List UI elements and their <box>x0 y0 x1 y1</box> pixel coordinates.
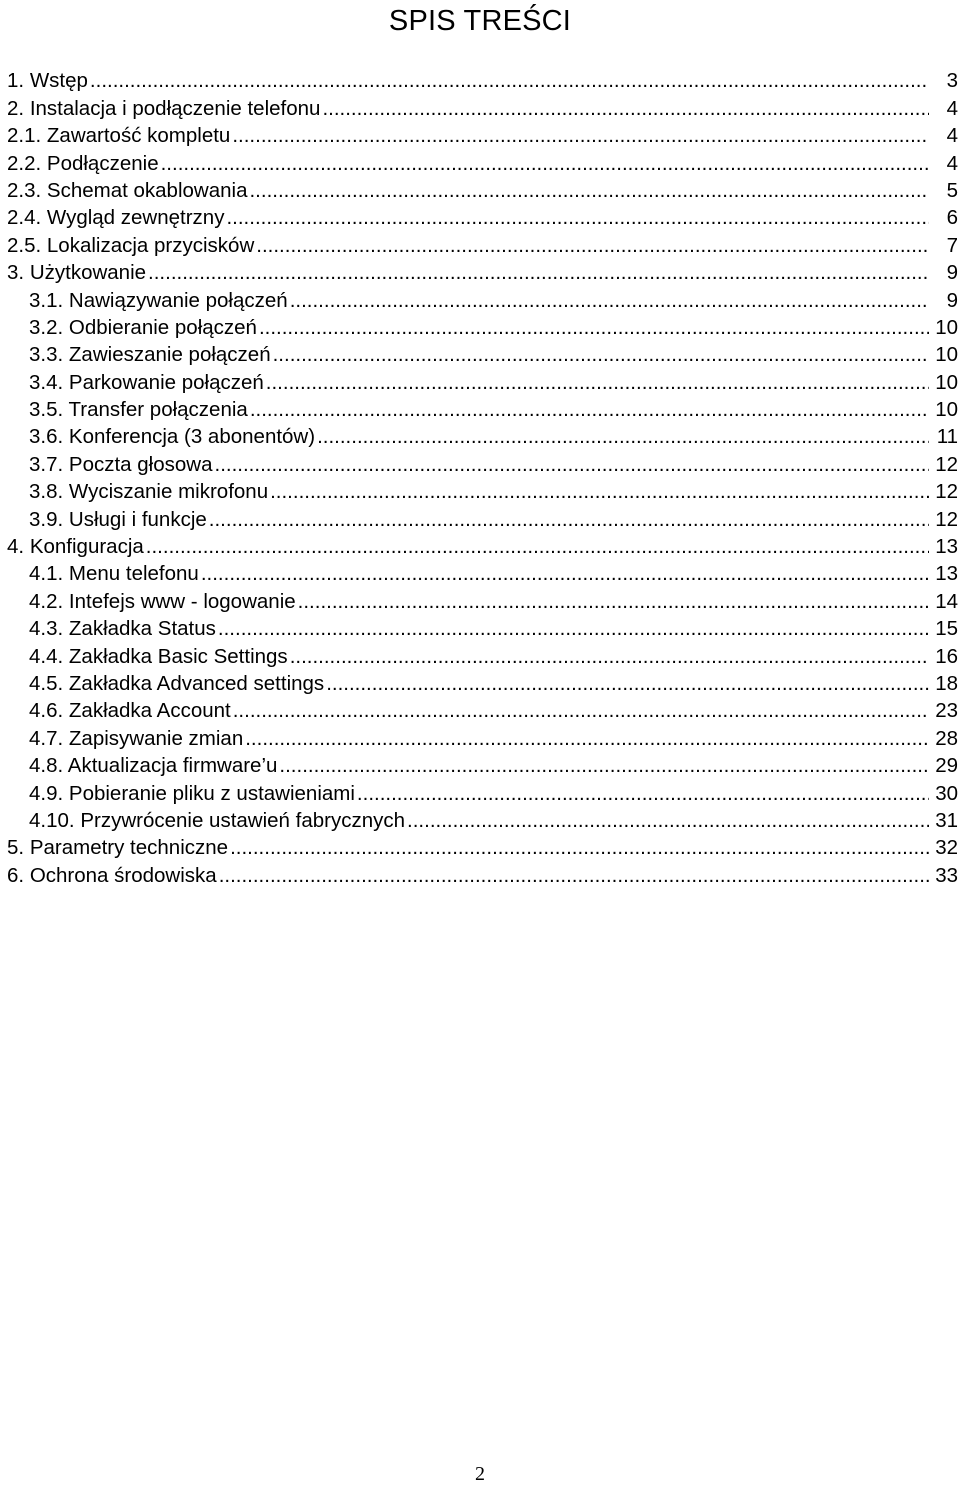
toc-entry[interactable] <box>0 641 960 668</box>
toc-entry[interactable] <box>0 806 960 833</box>
toc-entry-text: Zawartość kompletu <box>46 124 231 148</box>
toc-entry-number: 3. <box>7 261 25 285</box>
toc-entry[interactable] <box>0 669 960 696</box>
toc-entry-page: 4 <box>929 123 958 148</box>
toc-entry-number: 4.8. <box>29 754 64 778</box>
toc-entry[interactable] <box>0 559 960 586</box>
toc-dot-leader <box>90 68 929 93</box>
toc-entry-label <box>0 68 90 93</box>
toc-entry[interactable] <box>0 340 960 367</box>
toc-entry-number: 3.3. <box>29 343 64 367</box>
toc-entry-text: Intefejs www - logowanie <box>68 589 296 613</box>
toc-entry-label <box>0 507 209 532</box>
toc-entry[interactable] <box>0 586 960 613</box>
toc-dot-leader <box>209 507 929 532</box>
toc-entry-text: Parametry techniczne <box>29 836 229 860</box>
toc-entry-label <box>0 397 250 422</box>
toc-entry-number: 2.1. <box>7 124 42 148</box>
toc-entry-number: 4.9. <box>29 781 64 805</box>
toc-entry-text: Lokalizacja przycisków <box>46 233 255 257</box>
toc-entry-page: 13 <box>929 561 958 586</box>
toc-entry-label <box>0 479 270 504</box>
toc-entry-number: 2.3. <box>7 178 42 202</box>
toc-entry-number: 2. <box>7 96 25 120</box>
toc-entry[interactable] <box>0 778 960 805</box>
toc-entry-text: Instalacja i podłączenie telefonu <box>29 96 321 120</box>
toc-entry-label <box>0 315 259 340</box>
toc-entry-number: 4.6. <box>29 699 64 723</box>
toc-entry[interactable] <box>0 449 960 476</box>
toc-entry[interactable] <box>0 696 960 723</box>
toc-entry-text: Przywrócenie ustawień fabrycznych <box>80 808 406 832</box>
toc-entry-text: Wstęp <box>29 69 88 93</box>
toc-entry[interactable] <box>0 313 960 340</box>
toc-entry[interactable] <box>0 66 960 93</box>
toc-entry[interactable] <box>0 860 960 887</box>
toc-entry-label <box>0 452 215 477</box>
toc-dot-leader <box>270 479 929 504</box>
toc-dot-leader <box>298 589 929 614</box>
toc-entry-label <box>0 370 266 395</box>
toc-dot-leader <box>273 342 929 367</box>
toc-entry-label <box>0 178 249 203</box>
toc-entry-text: Zakładka Account <box>68 699 231 723</box>
toc-dot-leader <box>232 123 929 148</box>
toc-entry-page: 3 <box>929 68 958 93</box>
toc-entry-number: 3.8. <box>29 480 64 504</box>
toc-entry-page: 6 <box>929 205 958 230</box>
toc-entry-number: 6. <box>7 863 25 887</box>
toc-dot-leader <box>322 96 929 121</box>
toc-entry-page: 11 <box>929 424 958 449</box>
toc-entry[interactable] <box>0 477 960 504</box>
toc-entry-number: 4. <box>7 535 25 559</box>
toc-dot-leader <box>290 644 929 669</box>
table-of-contents <box>0 66 960 888</box>
toc-entry-number: 4.3. <box>29 617 64 641</box>
toc-entry-label <box>0 835 230 860</box>
toc-entry-page: 31 <box>929 808 958 833</box>
toc-dot-leader <box>326 671 929 696</box>
toc-entry-label <box>0 698 233 723</box>
toc-entry[interactable] <box>0 723 960 750</box>
toc-entry-label <box>0 342 273 367</box>
toc-entry[interactable] <box>0 614 960 641</box>
toc-entry-text: Konferencja (3 abonentów) <box>68 425 316 449</box>
toc-entry-text: Użytkowanie <box>29 261 147 285</box>
toc-entry[interactable] <box>0 121 960 148</box>
toc-entry[interactable] <box>0 230 960 257</box>
toc-entry-text: Menu telefonu <box>68 562 199 586</box>
toc-entry-label <box>0 671 326 696</box>
toc-dot-leader <box>266 370 929 395</box>
toc-dot-leader <box>407 808 929 833</box>
toc-dot-leader <box>250 397 929 422</box>
toc-dot-leader <box>249 178 929 203</box>
toc-entry-number: 3.4. <box>29 370 64 394</box>
toc-entry-number: 4.2. <box>29 589 64 613</box>
toc-dot-leader <box>279 753 929 778</box>
toc-dot-leader <box>148 260 929 285</box>
toc-entry-page: 12 <box>929 479 958 504</box>
toc-entry-text: Aktualizacja firmware’u <box>67 754 278 778</box>
toc-entry-text: Podłączenie <box>46 151 159 175</box>
toc-entry-text: Wyciszanie mikrofonu <box>68 480 269 504</box>
toc-entry[interactable] <box>0 176 960 203</box>
toc-entry-label <box>0 726 245 751</box>
toc-entry[interactable] <box>0 395 960 422</box>
toc-entry[interactable] <box>0 833 960 860</box>
toc-entry-label <box>0 589 298 614</box>
toc-entry-page: 4 <box>929 151 958 176</box>
toc-entry-text: Zakładka Basic Settings <box>68 644 288 668</box>
toc-dot-leader <box>357 781 929 806</box>
toc-entry-label <box>0 151 161 176</box>
toc-entry-page: 10 <box>929 315 958 340</box>
toc-entry-page: 10 <box>929 370 958 395</box>
toc-entry-page: 33 <box>929 863 958 888</box>
toc-entry-label <box>0 424 317 449</box>
toc-entry-text: Nawiązywanie połączeń <box>68 288 288 312</box>
toc-entry[interactable] <box>0 203 960 230</box>
toc-entry[interactable] <box>0 532 960 559</box>
toc-entry-page: 5 <box>929 178 958 203</box>
toc-dot-leader <box>219 863 929 888</box>
toc-entry-text: Zakładka Status <box>68 617 216 641</box>
toc-entry-label <box>0 96 322 121</box>
toc-entry-page: 23 <box>929 698 958 723</box>
toc-entry-page: 10 <box>929 397 958 422</box>
toc-entry[interactable] <box>0 93 960 120</box>
toc-entry-text: Odbieranie połączeń <box>68 315 257 339</box>
toc-entry-number: 4.7. <box>29 726 64 750</box>
toc-dot-leader <box>230 835 929 860</box>
toc-entry-label <box>0 534 146 559</box>
toc-entry-page: 32 <box>929 835 958 860</box>
toc-entry-number: 3.1. <box>29 288 64 312</box>
toc-entry-page: 12 <box>929 452 958 477</box>
toc-dot-leader <box>259 315 929 340</box>
toc-entry-page: 7 <box>929 233 958 258</box>
toc-entry-page: 14 <box>929 589 958 614</box>
toc-entry-label <box>0 233 256 258</box>
toc-entry-text: Zapisywanie zmian <box>68 726 244 750</box>
toc-entry-number: 3.6. <box>29 425 64 449</box>
toc-dot-leader <box>215 452 930 477</box>
toc-entry-number: 4.10. <box>29 808 75 832</box>
toc-entry-number: 4.5. <box>29 671 64 695</box>
toc-entry-label <box>0 863 219 888</box>
toc-entry-text: Wygląd zewnętrzny <box>46 206 225 230</box>
toc-entry-number: 2.2. <box>7 151 42 175</box>
toc-entry[interactable] <box>0 258 960 285</box>
toc-entry-label <box>0 644 290 669</box>
toc-entry-page: 9 <box>929 288 958 313</box>
toc-entry-page: 16 <box>929 644 958 669</box>
toc-entry[interactable] <box>0 367 960 394</box>
toc-entry-text: Zawieszanie połączeń <box>68 343 271 367</box>
toc-entry-number: 5. <box>7 836 25 860</box>
toc-dot-leader <box>226 205 929 230</box>
toc-entry-number: 2.4. <box>7 206 42 230</box>
toc-dot-leader <box>256 233 929 258</box>
toc-entry-label <box>0 753 279 778</box>
toc-entry-number: 1. <box>7 69 25 93</box>
toc-entry-page: 10 <box>929 342 958 367</box>
toc-entry-text: Usługi i funkcje <box>68 507 207 531</box>
toc-dot-leader <box>201 561 929 586</box>
toc-entry-page: 29 <box>929 753 958 778</box>
toc-dot-leader <box>146 534 929 559</box>
toc-dot-leader <box>233 698 929 723</box>
toc-dot-leader <box>245 726 929 751</box>
toc-entry-page: 4 <box>929 96 958 121</box>
toc-entry-number: 3.2. <box>29 315 64 339</box>
toc-entry-text: Poczta głosowa <box>68 452 213 476</box>
toc-entry-number: 3.7. <box>29 452 64 476</box>
toc-entry-number: 3.5. <box>29 398 64 422</box>
toc-entry-text: Ochrona środowiska <box>29 863 217 887</box>
toc-entry-label <box>0 260 148 285</box>
toc-entry-text: Transfer połączenia <box>68 398 248 422</box>
toc-entry-page: 15 <box>929 616 958 641</box>
toc-entry-page: 12 <box>929 507 958 532</box>
toc-dot-leader <box>161 151 929 176</box>
toc-entry-label <box>0 781 357 806</box>
page-title: SPIS TREŚCI <box>388 5 572 37</box>
toc-entry-number: 4.4. <box>29 644 64 668</box>
toc-entry-label <box>0 808 407 833</box>
toc-entry-page: 28 <box>929 726 958 751</box>
toc-entry-page: 30 <box>929 781 958 806</box>
toc-dot-leader <box>290 288 929 313</box>
toc-entry-number: 2.5. <box>7 233 42 257</box>
toc-entry-text: Parkowanie połączeń <box>68 370 264 394</box>
toc-entry-page: 18 <box>929 671 958 696</box>
toc-entry-text: Schemat okablowania <box>46 178 248 202</box>
toc-entry[interactable] <box>0 285 960 312</box>
toc-entry[interactable] <box>0 504 960 531</box>
toc-entry-number: 4.1. <box>29 562 64 586</box>
toc-entry[interactable] <box>0 751 960 778</box>
toc-entry-label <box>0 288 290 313</box>
toc-entry-text: Konfiguracja <box>29 535 144 559</box>
toc-entry-label <box>0 561 201 586</box>
toc-entry-page: 13 <box>929 534 958 559</box>
toc-dot-leader <box>317 424 929 449</box>
toc-entry[interactable] <box>0 148 960 175</box>
toc-dot-leader <box>218 616 929 641</box>
toc-entry-label <box>0 205 226 230</box>
toc-entry-page: 9 <box>929 260 958 285</box>
toc-entry-text: Pobieranie pliku z ustawieniami <box>68 781 355 805</box>
toc-entry-text: Zakładka Advanced settings <box>68 671 325 695</box>
page-number: 2 <box>475 1463 485 1485</box>
toc-entry[interactable] <box>0 422 960 449</box>
toc-entry-label <box>0 616 218 641</box>
toc-entry-label <box>0 123 232 148</box>
toc-entry-number: 3.9. <box>29 507 64 531</box>
